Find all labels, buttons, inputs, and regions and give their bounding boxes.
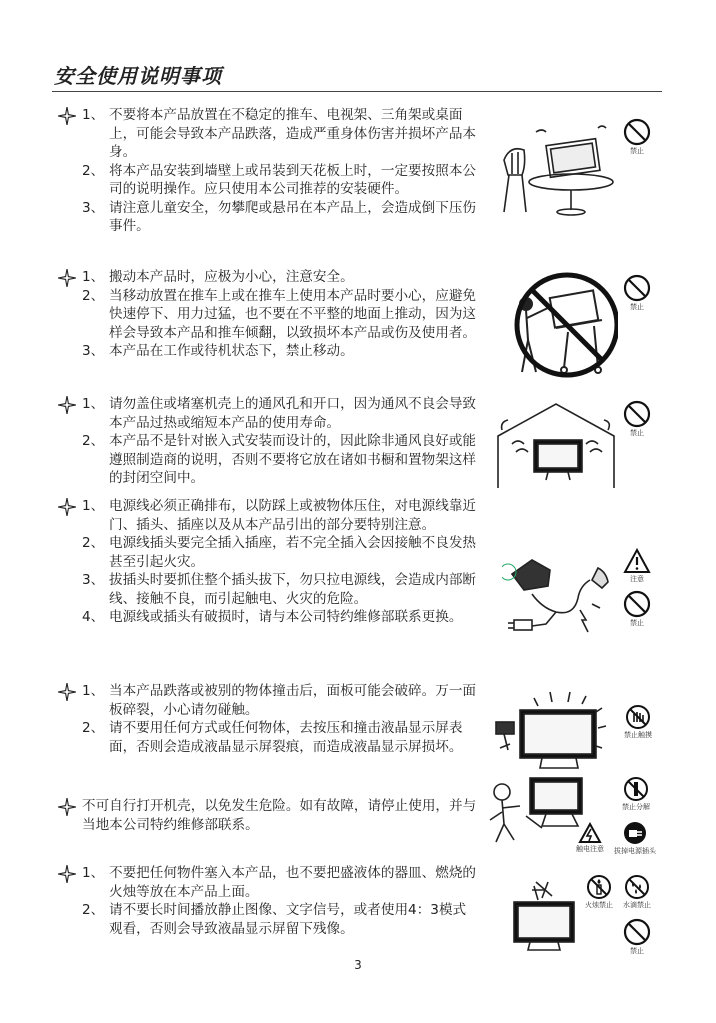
title-rule — [52, 91, 662, 92]
list-item: 2、 将本产品安装到墙壁上或吊装到天花板上时，一定要按照本公司的说明操作。应只使用本公司推荐的安装硬件。 — [82, 162, 477, 197]
moving-tv-illustration — [512, 268, 618, 382]
prohibited-icon — [623, 118, 651, 146]
list-item: 1、 请勿盖住或堵塞机壳上的通风孔和开口，因为通风不良会导致本产品过热或缩短本产品的使用寿命。 — [82, 396, 477, 431]
list-item: 3、 本产品在工作或待机状态下，禁止移动。 — [82, 343, 354, 359]
section-6 — [58, 797, 478, 834]
star-bullet-icon — [58, 798, 76, 816]
disassembly-illustration — [486, 776, 586, 846]
list-item: 2、 本产品不是针对嵌入式安装而设计的，因此除非通风良好或能遵照制造商的说明，否则不要将它放在诸如书橱和置物架这样的封闭空间中。 — [82, 433, 477, 486]
page-number: 3 — [354, 958, 362, 972]
section-4 — [58, 497, 478, 627]
tv-on-table-illustration — [496, 120, 616, 220]
list-item: 1、 当本产品跌落或被别的物体撞击后，面板可能会破碎。万一面板碎裂，小心请勿碰触。 — [82, 683, 477, 718]
prohibited-icon — [623, 918, 651, 946]
section-2 — [58, 268, 478, 361]
list-item: 1、 不要把任何物件塞入本产品，也不要把盛液体的器皿、燃烧的火烛等放在本产品上面。 — [82, 865, 477, 900]
section-3 — [58, 395, 478, 488]
plain-paragraph: 不可自行打开机壳，以免发生危险。如有故障，请停止使用，并与当地本公司特约维修部联系。 — [82, 798, 477, 833]
list-item: 2、 请不要用任何方式或任何物体，去按压和撞击液晶显示屏表面，否则会造成液晶显示屏裂痕，而造成液晶显示屏损坏。 — [82, 720, 463, 755]
unplug-icon — [622, 820, 648, 846]
list-item: 2、 当移动放置在推车上或在推车上使用本产品时要小心，应避免快速停下、用力过猛，也不要在不平整的地面上推动，因为这样会导致本产品和推车倾翻，以致损坏本产品或伤及使用者。 — [82, 287, 477, 341]
page-title: 安全使用说明事项 — [54, 64, 222, 88]
power-cord-illustration — [502, 550, 620, 640]
list-item: 3、 拔插头时要抓住整个插头拔下，勿只拉电源线，会造成内部断线、接触不良，而引起触电、火灾的危险。 — [82, 572, 477, 607]
prohibit-sign: 禁止 — [620, 274, 654, 312]
section-1 — [58, 106, 478, 236]
no-touch-icon — [625, 704, 651, 730]
prohibit-sign: 禁止 — [620, 590, 654, 628]
no-water-sign: 水滴禁止 — [618, 874, 656, 910]
no-fire-icon — [586, 874, 612, 900]
no-water-icon — [624, 874, 650, 900]
prohibited-icon — [623, 274, 651, 302]
no-disassemble-icon — [623, 776, 649, 802]
no-touch-sign: 禁止触摸 — [618, 704, 658, 740]
prohibited-icon — [623, 400, 651, 428]
caution-sign: 注意 — [620, 548, 654, 584]
list-item: 1、 搬动本产品时，应极为小心，注意安全。 — [82, 269, 354, 285]
prohibit-sign: 禁止 — [620, 918, 654, 956]
list-item: 2、 请不要长时间播放静止图像、文字信号，或者使用4：3模式观看，否则会导致液晶显示屏留下残像。 — [82, 902, 467, 937]
electric-shock-icon — [578, 822, 602, 844]
enclosed-space-illustration — [494, 400, 618, 492]
prohibit-sign: 禁止 — [620, 400, 654, 438]
objects-on-tv-illustration — [508, 876, 580, 952]
shock-caution-sign: 触电注意 — [572, 822, 608, 854]
list-item: 3、 请注意儿童安全，勿攀爬或悬吊在本产品上，会造成倒下压伤事件。 — [82, 199, 477, 234]
list-item: 4、 电源线或插头有破损时，请与本公司特约维修部联系更换。 — [82, 609, 463, 625]
list-item: 2、 电源线插头要完全插入插座，若不完全插入会因接触不良发热甚至引起火灾。 — [82, 535, 477, 570]
prohibit-sign: 禁止 — [620, 118, 654, 156]
no-fire-sign: 火烛禁止 — [582, 874, 616, 910]
screen-impact-illustration — [486, 688, 620, 778]
section-5 — [58, 682, 478, 756]
unplug-sign: 拔掉电源插头 — [608, 820, 662, 856]
section-7 — [58, 864, 478, 938]
prohibited-icon — [623, 590, 651, 618]
list-item: 1、 电源线必须正确排布，以防踩上或被物体压住，对电源线靠近门、插头、插座以及从本产品引出的部分要特别注意。 — [82, 498, 477, 533]
no-disassemble-sign: 禁止分解 — [616, 776, 656, 812]
list-item: 1、 不要将本产品放置在不稳定的推车、电视架、三角架或桌面上，可能会导致本产品跌落，造成严重身体伤害并损坏产品本身。 — [82, 107, 477, 160]
warning-triangle-icon — [623, 548, 651, 574]
